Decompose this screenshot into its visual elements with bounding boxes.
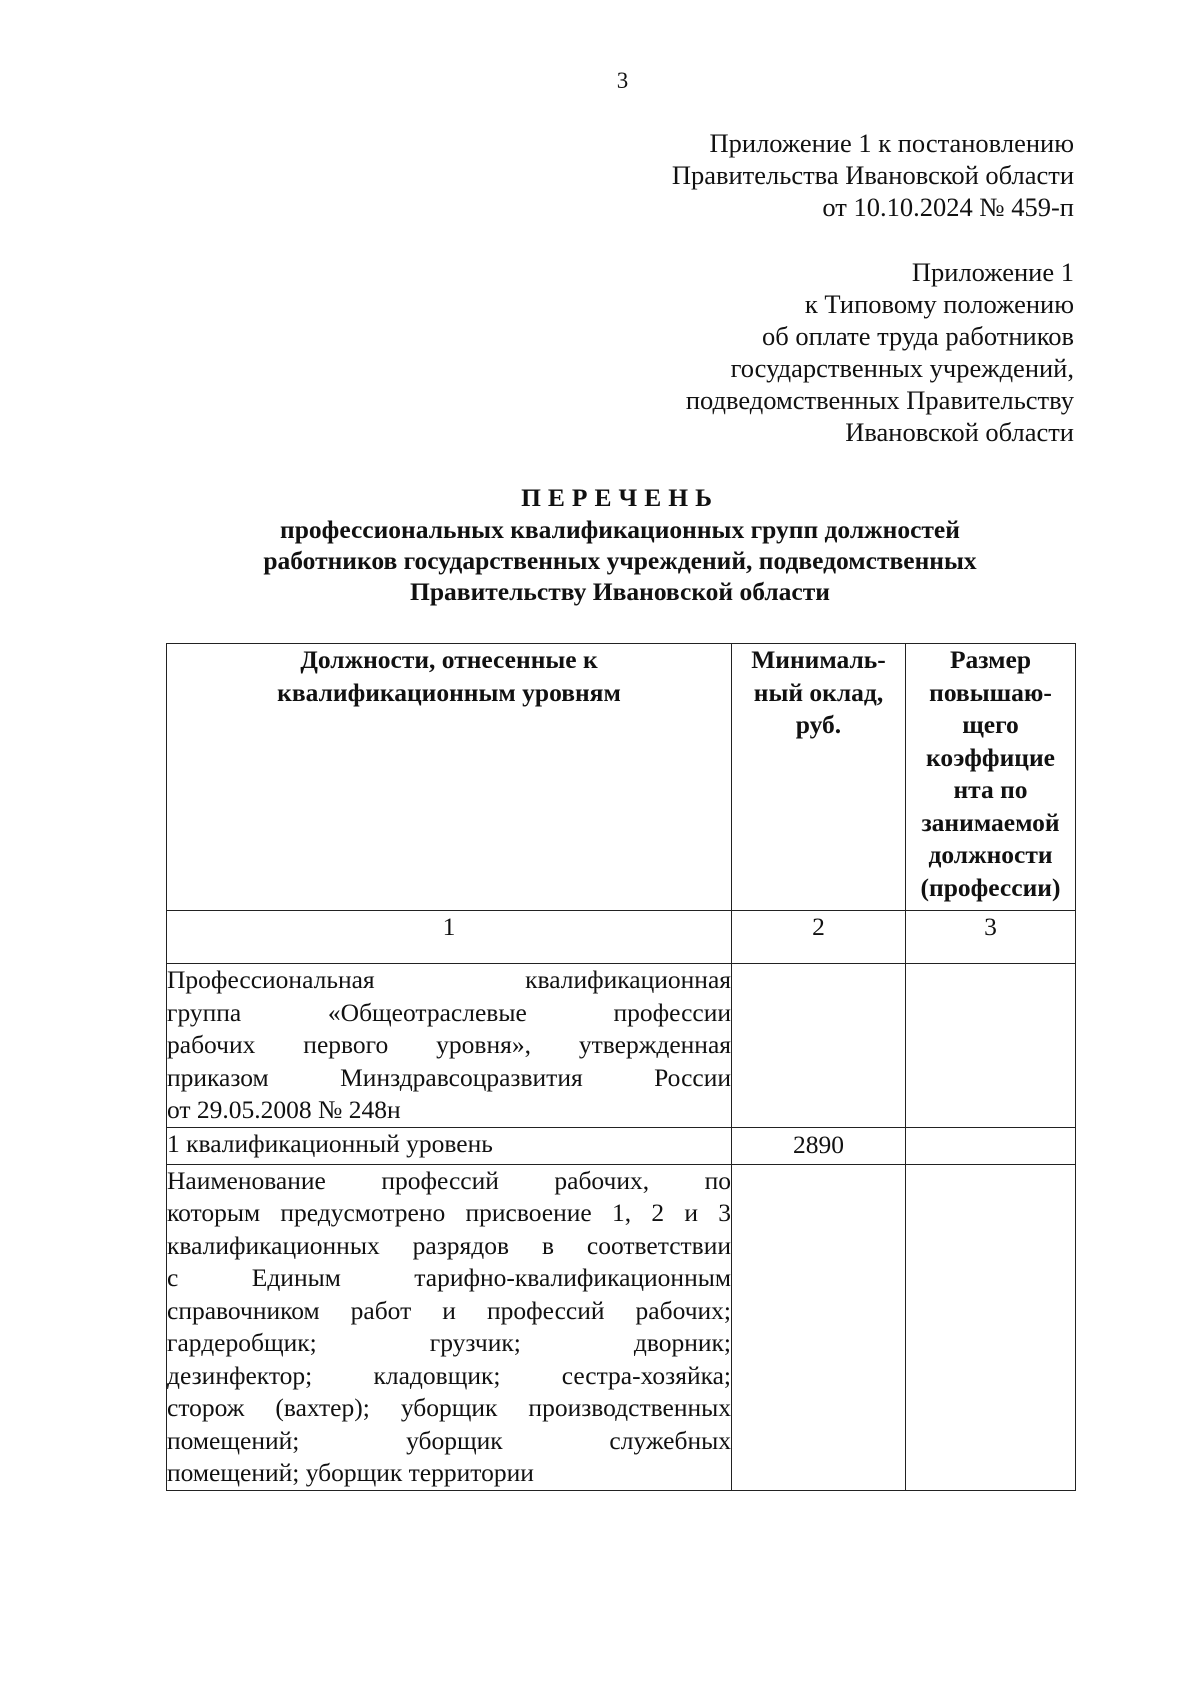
document-subtitle-line: профессиональных квалификационных групп должностей [280,515,960,544]
cell-line: справочником работ и профессий рабочих; [167,1295,731,1325]
page-number: 3 [616,68,629,93]
header-line: должности [928,840,1053,869]
header-line: квалификационным уровням [277,677,621,707]
column-number: 2 [732,911,906,964]
header-line: руб. [795,710,842,739]
header-line: ный оклад, [753,677,884,707]
table-header-row [167,644,1076,911]
header-coefficient [906,644,1076,911]
column-numbers-row [167,911,1076,964]
table-row [167,964,1076,1128]
document-subtitle-line: Правительству Ивановской области [410,577,830,606]
header-positions [167,644,732,911]
appendix-order-line: от 10.10.2024 № 459-п [822,192,1074,222]
header-line: Минималь- [751,645,886,674]
cell-line: с Единым тарифно-квалификационным [167,1263,731,1292]
header-line: (профессии) [920,872,1061,902]
coefficient-cell [906,1127,1076,1164]
coefficient-cell [906,1164,1076,1490]
cell-line: которым предусмотрено присвоение 1, 2 и 3 [167,1198,731,1227]
cell-line: гардеробщик; грузчик; дворник; [167,1328,731,1357]
min-salary-cell [732,1164,906,1490]
column-number: 3 [906,911,1076,964]
position-cell [167,964,732,1128]
cell-line: от 29.05.2008 № 248н [167,1095,401,1124]
cell-line: сторож (вахтер); уборщик производственных [167,1393,731,1422]
document-title-block [160,482,1080,607]
header-line: нта по [953,775,1028,804]
document-title: ПЕРЕЧЕНЬ [521,483,719,512]
appendix-order-reference [672,127,1074,223]
header-line: повышаю- [929,677,1052,707]
cell-line: дезинфектор; кладовщик; сестра-хозяйка; [167,1360,731,1390]
cell-line: помещений; уборщик территории [167,1458,534,1487]
header-line: занимаемой [921,807,1060,837]
appendix-regulation-line: государственных учреждений, [730,353,1074,383]
table-row [167,1127,1076,1164]
position-cell [167,1164,732,1490]
appendix-regulation-line: об оплате труда работников [762,321,1074,351]
column-number: 1 [167,911,732,964]
header-line: щего [962,710,1019,739]
appendix-order-line: Приложение 1 к постановлению [709,128,1074,158]
cell-line: Наименование профессий рабочих, по [167,1165,731,1195]
cell-line: группа «Общеотраслевые профессии [167,997,731,1027]
qualification-groups-table [166,643,1076,1491]
position-cell: 1 квалификационный уровень [167,1127,732,1164]
appendix-regulation-line: к Типовому положению [804,289,1074,319]
appendix-regulation-line: подведомственных Правительству [685,385,1074,415]
min-salary-cell: 2890 [732,1127,906,1164]
appendix-regulation-reference [686,256,1074,448]
cell-line: помещений; уборщик служебных [167,1425,731,1455]
table-row [167,1164,1076,1490]
header-line: Должности, отнесенные к [300,645,598,674]
min-salary-cell [732,964,906,1128]
cell-line: Профессиональная квалификационная [167,965,731,994]
header-line: коэффицие [926,742,1055,772]
coefficient-cell [906,964,1076,1128]
cell-line: квалификационных разрядов в соответствии [167,1230,731,1260]
header-line: Размер [949,645,1032,674]
appendix-regulation-line: Приложение 1 [911,257,1074,287]
appendix-regulation-line: Ивановской области [845,417,1074,447]
cell-line: рабочих первого уровня», утвержденная [167,1030,731,1059]
document-subtitle-line: работников государственных учреждений, подведомственных [263,546,977,575]
appendix-order-line: Правительства Ивановской области [671,160,1074,190]
cell-line: приказом Минздравсоцразвития России [167,1062,731,1092]
header-min-salary [732,644,906,911]
